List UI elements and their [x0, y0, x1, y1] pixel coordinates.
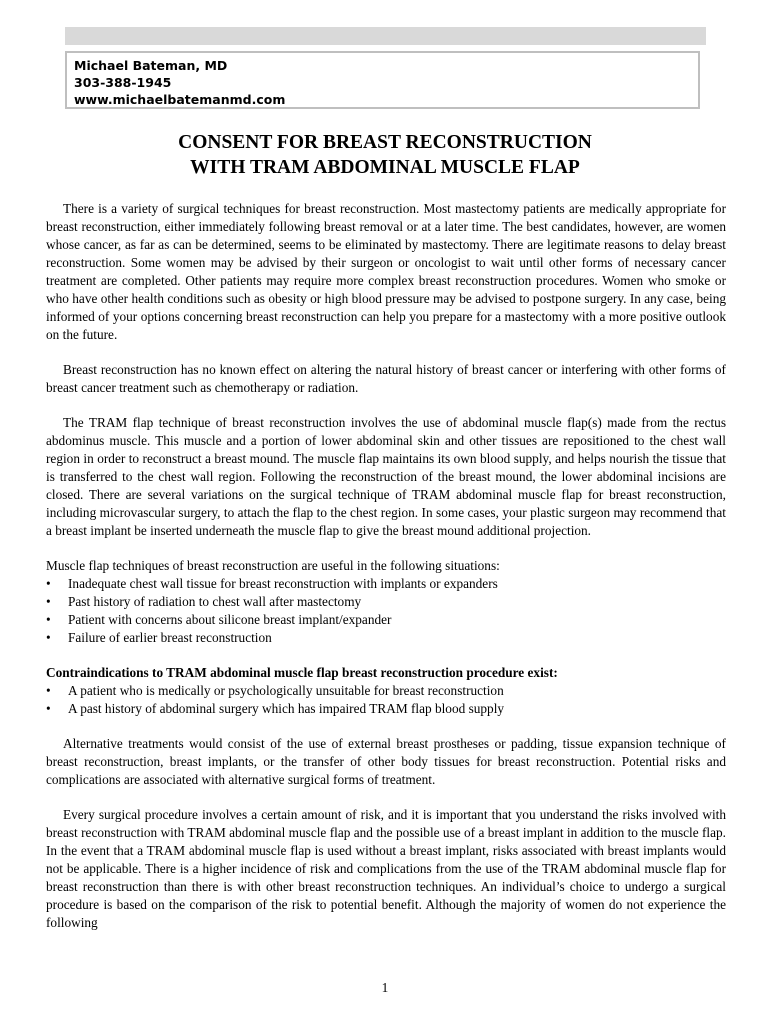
- header-bar: [65, 27, 706, 45]
- contraindications-heading: Contraindications to TRAM abdominal muscle flap breast reconstruction procedure exist:: [46, 665, 558, 680]
- bullet-icon: •: [46, 612, 51, 627]
- paragraph-risks: Every surgical procedure involves a certain amount of risk, and it is important that you understand the risks involved with breast reconstruction with TRAM abdominal muscle flap and the possible use of a breast implant in addition to the muscle flap. In the event that a TRAM abdominal muscle flap is used without a breast implant, risks associated with breast implants would not be applicable. There is a higher incidence of risk and complications from the use of the TRAM abdominal muscle flap for breast reconstruction than there is with other breast reconstruction techniques. An individual’s choice to undergo a surgical procedure is based on the comparison of the risk to potential benefit. Although the majority of women do not experience the following: [46, 807, 726, 930]
- list-item: • A past history of abdominal surgery which has impaired TRAM flap blood supply: [46, 701, 505, 716]
- list-item: • Inadequate chest wall tissue for breast reconstruction with implants or expanders: [46, 576, 498, 591]
- situations-list: [46, 575, 726, 647]
- document-title: [0, 130, 770, 180]
- situations-intro: Muscle flap techniques of breast reconstruction are useful in the following situations:: [46, 558, 500, 573]
- bullet-icon: •: [46, 683, 51, 698]
- paragraph-tram-technique: The TRAM flap technique of breast reconstruction involves the use of abdominal muscle flap(s) made from the rectus abdominus muscle. This muscle and a portion of lower abdominal skin and other tissues are repositioned to the chest wall region in order to reconstruct a breast mound. The muscle flap maintains its own blood supply, and helps nourish the tissue that is transferred to the chest wall region. Following the reconstruction of the breast mound, the lower abdominal incisions are closed. There are several variations on the surgical technique of TRAM abdominal muscle flap for breast reconstruction, including microvascular surgery, to attach the flap to the chest region. In some cases, your plastic surgeon may recommend that a breast implant be inserted underneath the muscle flap to give the breast mound additional projection.: [46, 415, 726, 538]
- paragraph-alternatives: Alternative treatments would consist of the use of external breast prostheses or padding, tissue expansion technique of breast reconstruction, breast implants, or the transfer of other body tissues for breast reconstruction. Potential risks and complications are associated with alternative surgical forms of treatment.: [46, 736, 726, 787]
- bullet-icon: •: [46, 594, 51, 609]
- bullet-icon: •: [46, 630, 51, 645]
- list-item: • Past history of radiation to chest wall after mastectomy: [46, 594, 362, 609]
- paragraph-cancer-effect: Breast reconstruction has no known effect on altering the natural history of breast cancer or interfering with other forms of breast cancer treatment such as chemotherapy or radiation.: [46, 362, 726, 395]
- contraindications-list: [46, 682, 726, 718]
- list-item: • Failure of earlier breast reconstruction: [46, 630, 272, 645]
- contact-box: [65, 51, 700, 109]
- paragraph-intro: There is a variety of surgical techniques for breast reconstruction. Most mastectomy patients are medically appropriate for breast reconstruction, either immediately following breast removal or at a later time. The best candidates, however, are women whose cancer, as far as can be determined, seems to be eliminated by mastectomy. There are legitimate reasons to delay breast reconstruction. Some women may be advised by their surgeon or oncologist to wait until other forms of necessary cancer treatment are completed. Other patients may require more complex breast reconstruction procedures. Women who smoke or who have other health conditions such as obesity or high blood pressure may be advised to postpone surgery. In any case, being informed of your options concerning breast reconstruction can help you prepare for a mastectomy with a more positive outlook on the future.: [46, 201, 726, 342]
- title-line-1: CONSENT FOR BREAST RECONSTRUCTION: [178, 132, 592, 153]
- website: www.michaelbatemanmd.com: [74, 92, 286, 107]
- phone-number: 303-388-1945: [74, 75, 172, 90]
- doctor-name: Michael Bateman, MD: [74, 58, 228, 73]
- bullet-icon: •: [46, 701, 51, 716]
- list-item: • A patient who is medically or psychologically unsuitable for breast reconstruction: [46, 683, 504, 698]
- document-body: [46, 200, 726, 949]
- title-line-2: WITH TRAM ABDOMINAL MUSCLE FLAP: [190, 157, 580, 178]
- page-number: 1: [381, 980, 389, 995]
- bullet-icon: •: [46, 576, 51, 591]
- list-item: • Patient with concerns about silicone breast implant/expander: [46, 612, 392, 627]
